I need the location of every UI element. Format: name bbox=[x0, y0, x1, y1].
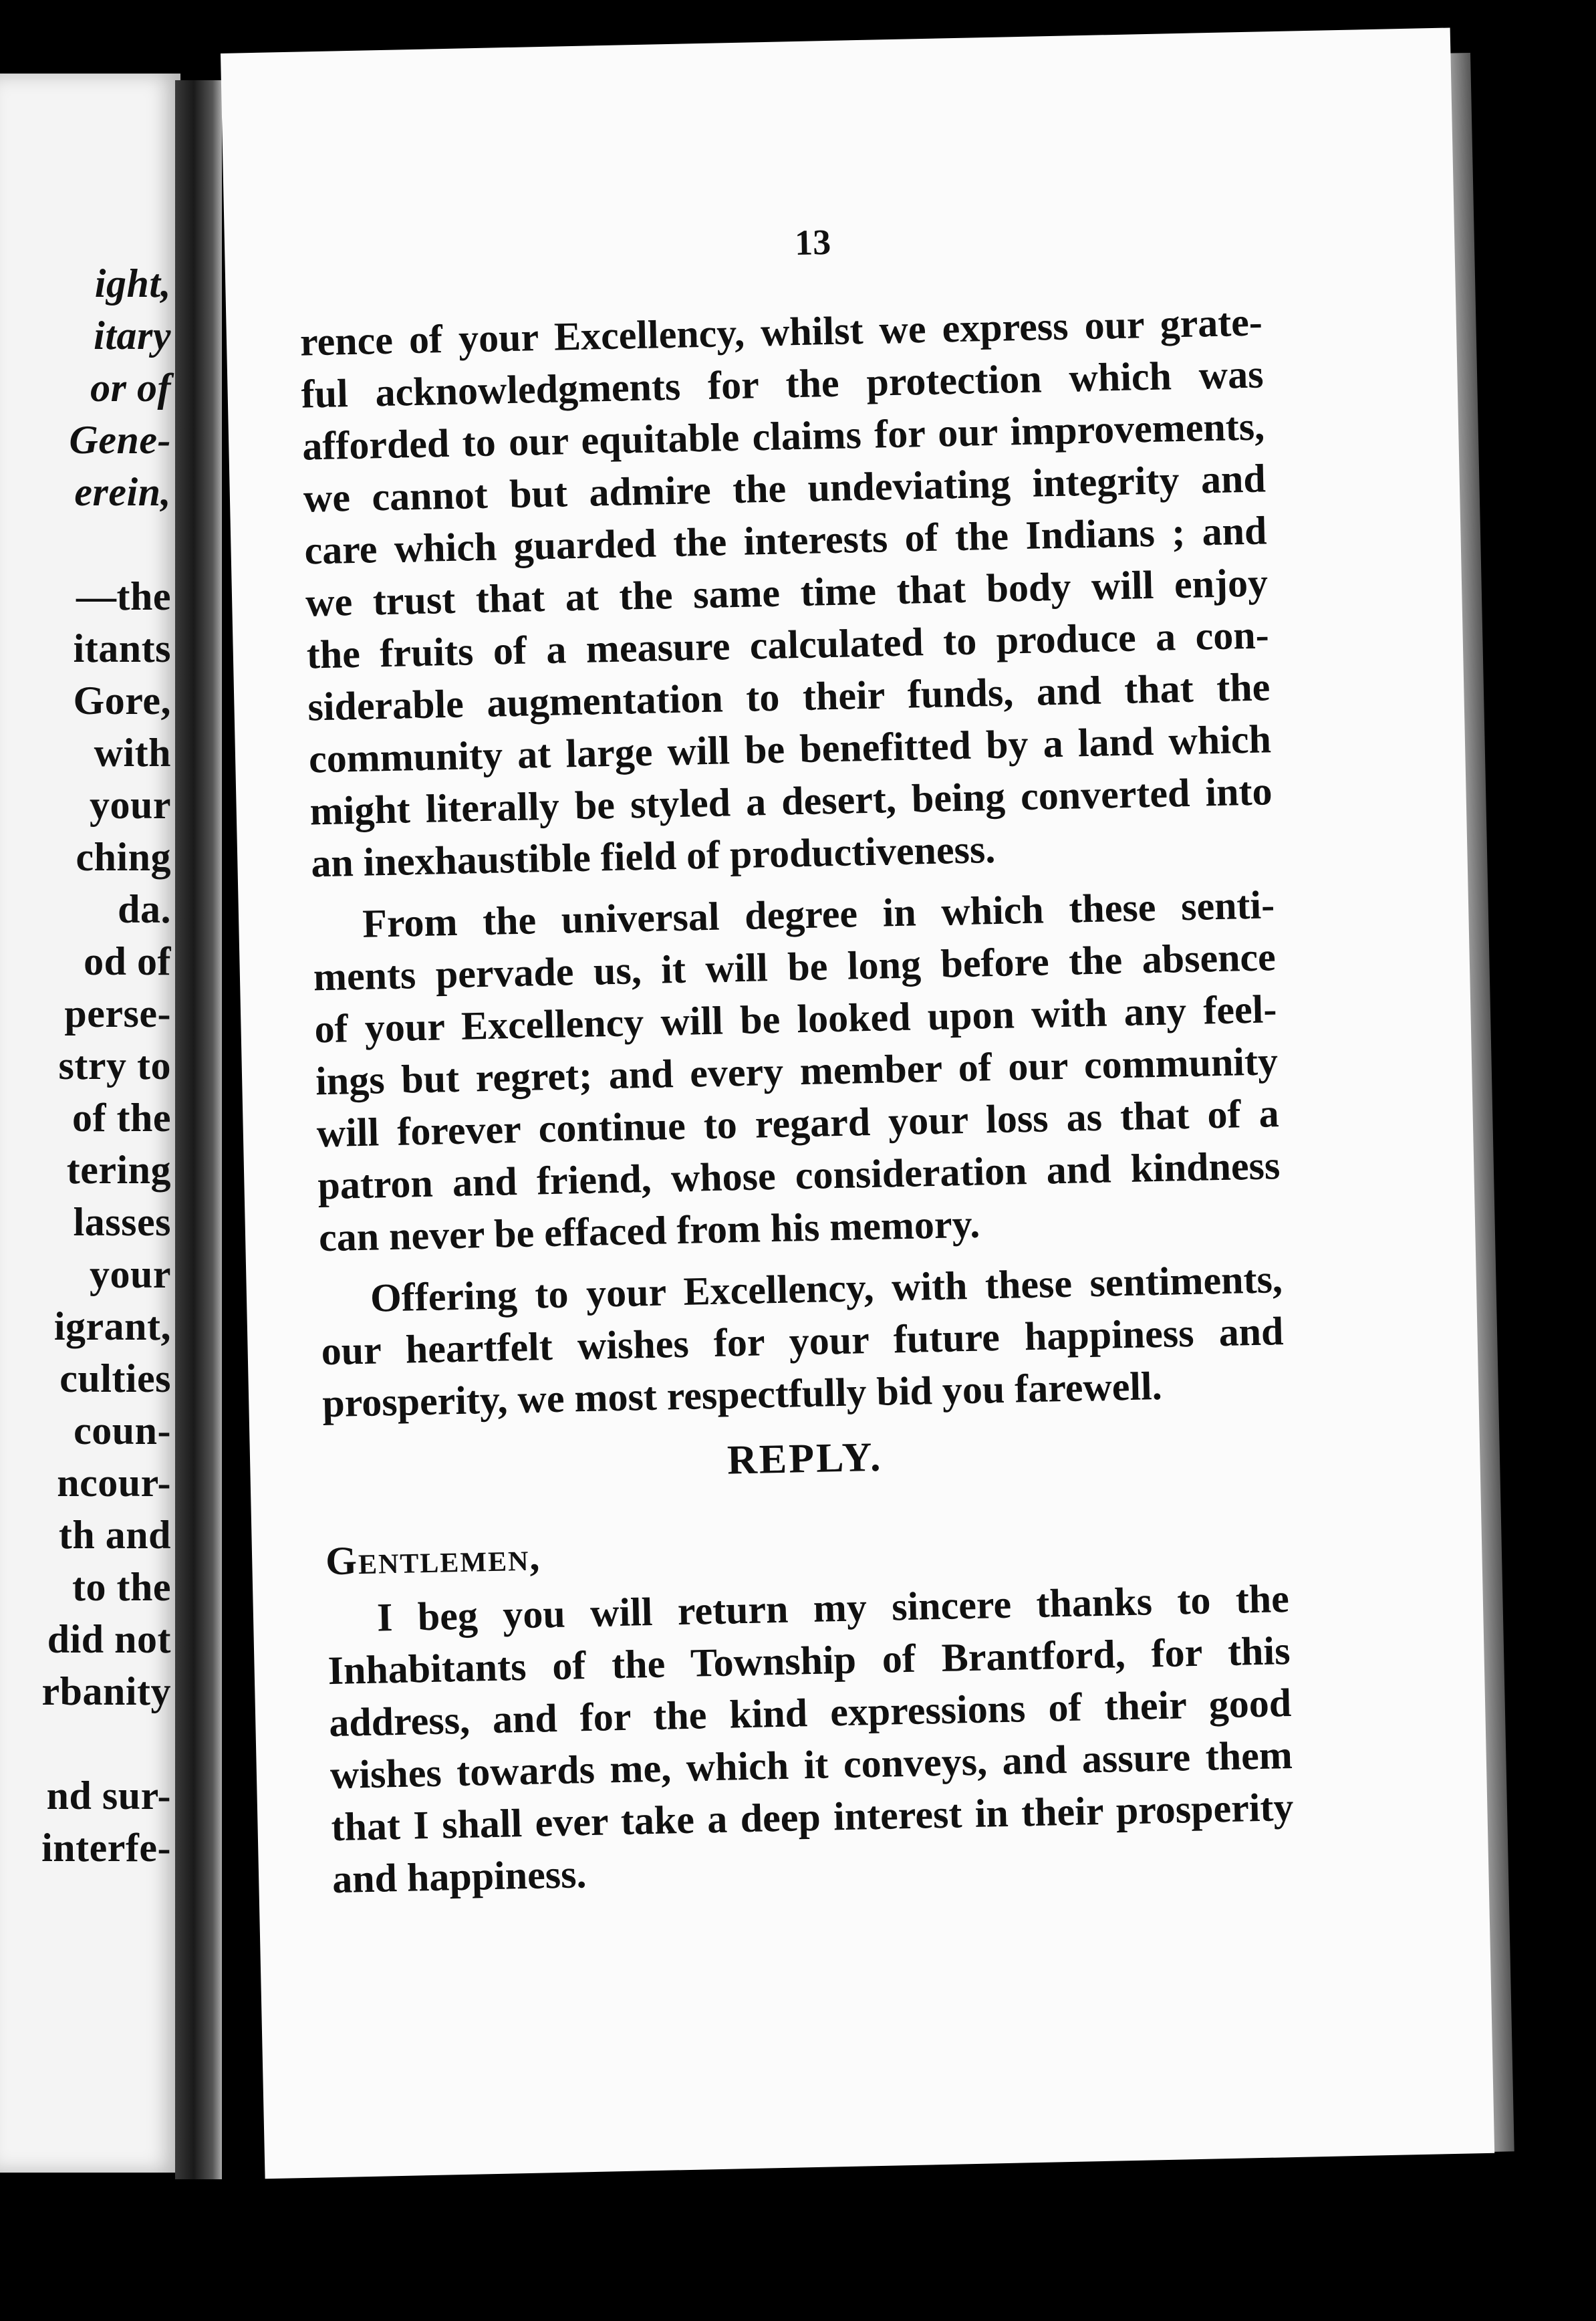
text-line: we trust that at the same time that body will enjoy bbox=[305, 560, 1269, 625]
left-page-line-fragment: da. bbox=[118, 887, 171, 931]
left-page-line-fragment: itary bbox=[94, 314, 171, 358]
left-page-line-fragment: ight, bbox=[94, 261, 171, 306]
text-line: the fruits of a measure calculated to produce a con- bbox=[306, 612, 1270, 677]
left-page-line-fragment: Gore, bbox=[73, 679, 171, 723]
left-page-line-fragment: did not bbox=[47, 1617, 171, 1661]
text-line: will forever continue to regard your loss as that of a bbox=[316, 1091, 1280, 1156]
left-page-line-fragment: coun- bbox=[74, 1409, 171, 1453]
paragraph-4 bbox=[326, 1572, 1295, 1905]
text-line: of your Excellency will be looked upon with any feel- bbox=[313, 987, 1277, 1052]
text-line: prosperity, we most respectfully bid you farewell. bbox=[321, 1363, 1163, 1426]
paragraph-3 bbox=[319, 1253, 1285, 1429]
text-line: our heartfelt wishes for your future happiness and bbox=[320, 1309, 1285, 1374]
text-line: rence of your Excellency, whilst we express our grate- bbox=[299, 299, 1263, 364]
text-line: I beg you will return my sincere thanks to the bbox=[376, 1576, 1290, 1640]
left-page-line-fragment: erein, bbox=[74, 470, 171, 514]
text-line: ful acknowledgments for the protection which was bbox=[301, 352, 1265, 416]
text-line: siderable augmentation to their funds, and that the bbox=[307, 664, 1271, 729]
left-page-line-fragment: perse- bbox=[64, 991, 171, 1035]
left-page-line-fragment: interfe- bbox=[41, 1826, 171, 1870]
text-line: can never be effaced from his memory. bbox=[318, 1201, 980, 1260]
left-page-line-fragment: stry to bbox=[58, 1044, 171, 1088]
text-line: care which guarded the interests of the Indians ; and bbox=[303, 508, 1267, 573]
left-page-line-fragment: ching bbox=[76, 835, 171, 879]
left-page-line-fragment: Gene- bbox=[69, 418, 171, 462]
left-page-line-fragment: your bbox=[90, 1252, 171, 1296]
left-page-line-fragment: itants bbox=[73, 626, 171, 670]
left-page-line-fragment: or of bbox=[90, 366, 171, 410]
text-line: afforded to our equitable claims for our improvements, bbox=[301, 404, 1265, 469]
left-page-line-fragment: lasses bbox=[73, 1200, 171, 1244]
text-line: ments pervade us, it will be long before the absence bbox=[313, 935, 1277, 999]
left-page-line-fragment: tering bbox=[66, 1148, 171, 1192]
left-page-line-fragment: od of bbox=[84, 939, 171, 983]
reply-heading: REPLY. bbox=[726, 1434, 884, 1483]
text-line: might literally be styled a desert, being converted into bbox=[309, 769, 1273, 834]
left-page-line-fragment: th and bbox=[58, 1513, 171, 1557]
text-line: wishes towards me, which it conveys, and assure them bbox=[329, 1732, 1293, 1798]
left-page-line-fragment: —the bbox=[76, 574, 171, 618]
text-line: ings but regret; and every member of our community bbox=[315, 1039, 1279, 1104]
body-text bbox=[299, 295, 1295, 1905]
paragraph-2 bbox=[312, 878, 1282, 1263]
text-line: Offering to your Excellency, with these sentiments, bbox=[370, 1257, 1283, 1320]
paragraph-1 bbox=[299, 295, 1274, 889]
book-gutter bbox=[175, 80, 222, 2179]
text-line: Inhabitants of the Township of Brantford, for this bbox=[327, 1628, 1291, 1693]
text-line: From the universal degree in which these senti- bbox=[362, 882, 1275, 946]
left-page-line-fragment: nd sur- bbox=[46, 1774, 171, 1818]
left-facing-page bbox=[0, 74, 180, 2173]
left-page-line-fragment: of the bbox=[72, 1096, 171, 1140]
left-page-line-fragment: igrant, bbox=[53, 1304, 171, 1348]
left-page-line-fragment: culties bbox=[59, 1356, 171, 1400]
text-line: we cannot but admire the undeviating integrity and bbox=[303, 456, 1267, 521]
left-page-line-fragment: your bbox=[90, 783, 171, 827]
salutation: Gentlemen, bbox=[325, 1534, 541, 1584]
right-page bbox=[221, 27, 1494, 2179]
left-page-line-fragment: to the bbox=[72, 1565, 171, 1609]
page-number: 13 bbox=[794, 221, 831, 263]
text-line: that I shall ever take a deep interest in their prosperity bbox=[330, 1784, 1294, 1850]
text-line: patron and friend, whose consideration and kindness bbox=[317, 1143, 1281, 1208]
text-line: address, and for the kind expressions of their good bbox=[328, 1680, 1292, 1745]
text-line: and happiness. bbox=[331, 1852, 587, 1902]
left-page-line-fragment: rbanity bbox=[41, 1669, 171, 1713]
left-page-line-fragment: ncour- bbox=[57, 1461, 171, 1505]
text-line: community at large will be benefitted by a land which bbox=[308, 717, 1272, 781]
text-line: an inexhaustible field of productiveness. bbox=[310, 826, 996, 886]
left-page-line-fragment: with bbox=[94, 731, 171, 775]
